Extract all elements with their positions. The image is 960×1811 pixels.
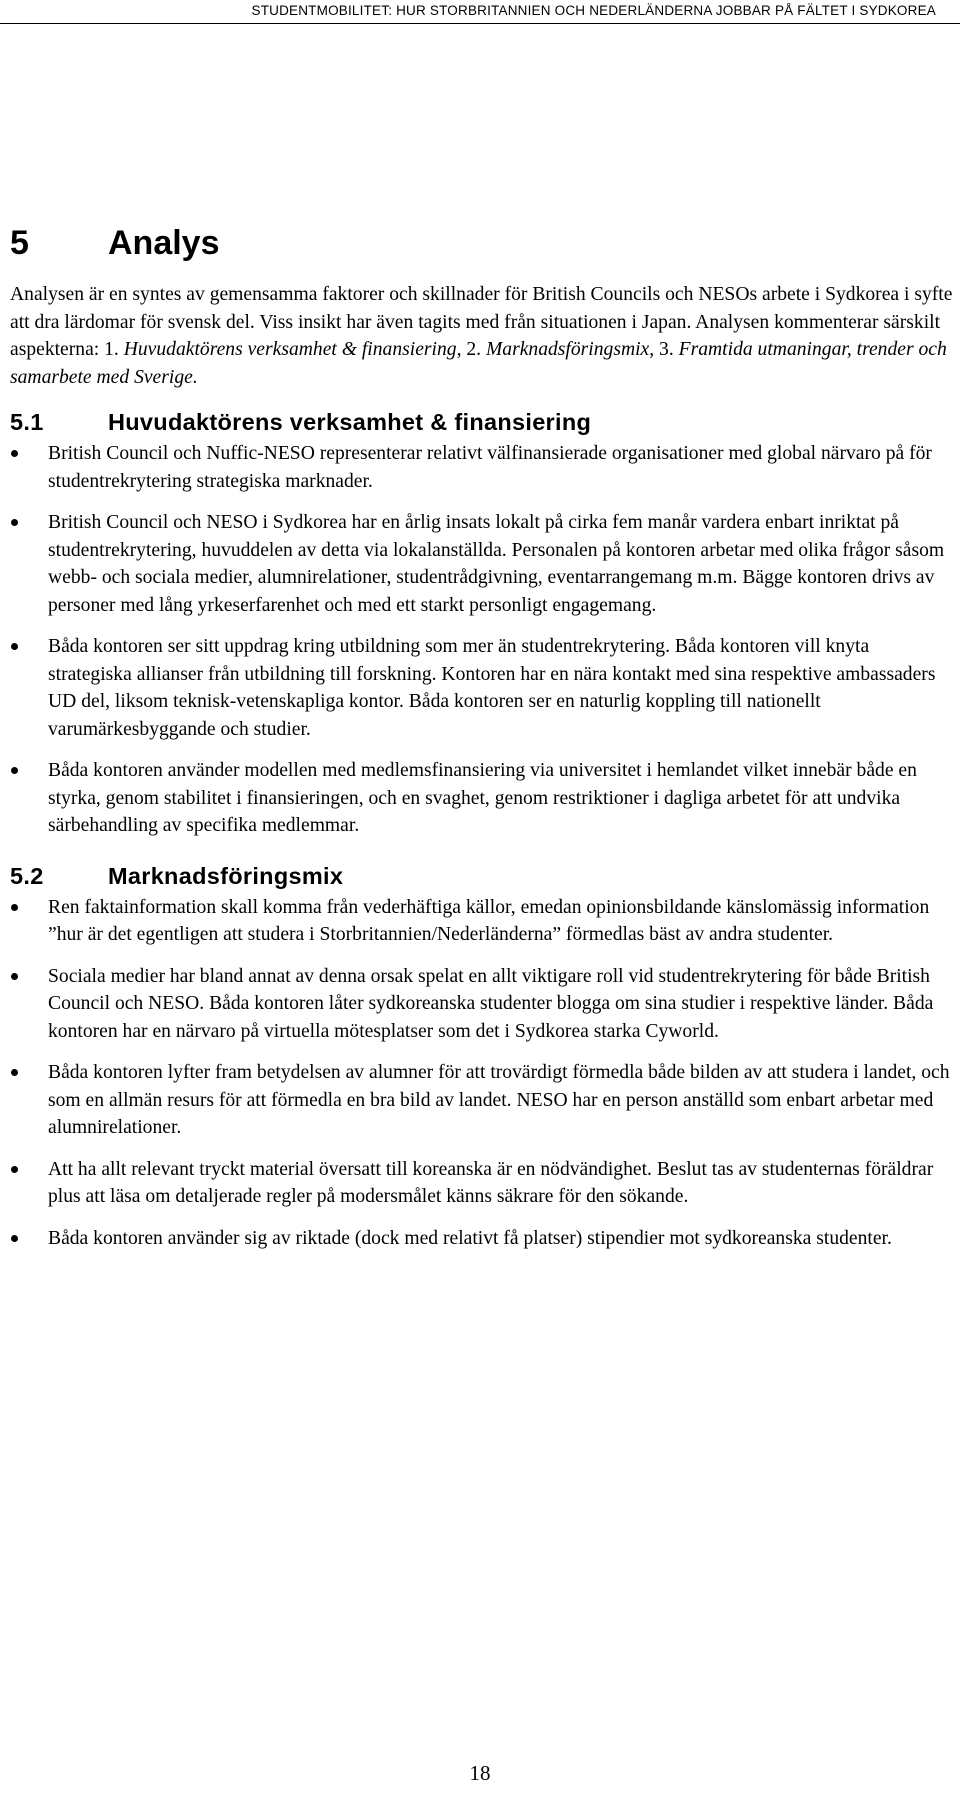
list-item <box>10 1225 956 1253</box>
bullet-icon <box>11 1069 18 1076</box>
chapter-heading <box>10 223 956 263</box>
list-item-text: Att ha allt relevant tryckt material översatt till koreanska är en nödvändighet. Beslut tas av studenternas föräldrar plus att läsa om detaljerade regler på modersmålet känns säkrare för den sökande. <box>48 1158 934 1207</box>
section-title: Huvudaktörens verksamhet & finansiering <box>108 409 592 435</box>
bullet-icon <box>11 904 18 911</box>
list-item <box>10 894 956 949</box>
bullet-icon <box>11 1166 18 1173</box>
bullet-list-5-1 <box>10 440 956 840</box>
bullet-list-5-2 <box>10 894 956 1253</box>
chapter-number: 5 <box>10 224 29 262</box>
list-item <box>10 509 956 619</box>
bullet-icon <box>11 1235 18 1242</box>
section-heading-5-1 <box>10 407 956 437</box>
intro-separator-1: , 2. <box>456 339 486 360</box>
list-item-text: Båda kontoren ser sitt uppdrag kring utbildning som mer än studentrekrytering. Båda kontoren vill knyta strategiska allianser från utbildning till forskning. Kontoren har en nära kontakt med sina respektive ambassaders UD del, liksom teknisk-vetenskapliga kontor. Båda kontoren ser en naturlig koppling till nationellt varumärkesbyggande och studier. <box>48 636 936 740</box>
section-number: 5.2 <box>10 862 44 889</box>
intro-aspect-2: Marknadsföringsmix <box>485 339 650 360</box>
chapter-title: Analys <box>108 224 220 262</box>
bullet-icon <box>11 973 18 980</box>
section-heading-5-2 <box>10 861 956 891</box>
list-item <box>10 1059 956 1142</box>
intro-aspect-3: Framtida utmaningar, trender och samarbete med Sverige. <box>10 339 947 388</box>
intro-text: Analysen är en syntes av gemensamma faktorer och skillnader för British Councils och NESOs arbete i Sydkorea i syfte att dra lärdomar för svensk del. Viss insikt har även tagits med från situationen i Japan. Analysen kommenterar särskilt aspekterna: 1. <box>10 284 953 360</box>
list-item <box>10 440 956 495</box>
list-item-text: British Council och NESO i Sydkorea har en årlig insats lokalt på cirka fem manår vardera enbart inriktat på studentrekrytering, huvuddelen av detta via lokalanställda. Personalen på kontoren arbetar med olika frågor såsom webb- och sociala medier, alumnirelationer, studentrådgivning, eventarrangemang m.m. Bägge kontoren drivs av personer med lång yrkeserfarenhet och med ett starkt personligt engagemang. <box>48 512 945 616</box>
bullet-icon <box>11 519 18 526</box>
bullet-icon <box>11 643 18 650</box>
list-item <box>10 633 956 743</box>
section-title: Marknadsföringsmix <box>108 862 344 889</box>
bullet-icon <box>11 450 18 457</box>
page-content <box>10 223 956 1252</box>
page-number: 18 <box>469 1761 491 1785</box>
running-header-title: STUDENTMOBILITET: HUR STORBRITANNIEN OCH NEDERLÄNDERNA JOBBAR PÅ FÄLTET I SYDKOREA <box>251 3 936 18</box>
intro-aspect-1: Huvudaktörens verksamhet & finansiering <box>123 339 457 360</box>
list-item <box>10 963 956 1046</box>
section-number: 5.1 <box>10 409 44 435</box>
intro-separator-2: , 3. <box>649 339 679 360</box>
list-item-text: Båda kontoren använder modellen med medlemsfinansiering via universitet i hemlandet vilket innebär både en styrka, genom stabilitet i finansieringen, och en svaghet, genom restriktioner i dagliga arbetet för att undvika särbehandling av specifika medlemmar. <box>48 760 917 836</box>
bullet-icon <box>11 767 18 774</box>
list-item-text: Båda kontoren lyfter fram betydelsen av alumner för att trovärdigt förmedla både bilden av att studera i landet, och som en allmän resurs för att förmedla en bra bild av landet. NESO har en person anställd som enbart arbetar med alumnirelationer. <box>48 1062 950 1138</box>
list-item <box>10 1156 956 1211</box>
running-header <box>0 0 960 24</box>
list-item <box>10 757 956 840</box>
list-item-text: Båda kontoren använder sig av riktade (dock med relativt få platser) stipendier mot sydkoreanska studenter. <box>48 1227 892 1249</box>
chapter-intro-paragraph <box>10 281 956 391</box>
list-item-text: Ren faktainformation skall komma från vederhäftiga källor, emedan opinionsbildande känslomässig information ”hur är det egentligen att studera i Storbritannien/Nederländerna” förmedlas bäst av andra studenter. <box>48 896 930 945</box>
list-item-text: British Council och Nuffic-NESO representerar relativt välfinansierade organisationer med global närvaro på för studentrekrytering strategiska marknader. <box>48 443 932 492</box>
list-item-text: Sociala medier har bland annat av denna orsak spelat en allt viktigare roll vid studentrekrytering för både British Council och NESO. Båda kontoren låter sydkoreanska studenter blogga om sina studier i respektive länder. Båda kontoren har en närvaro på virtuella mötesplatser som det i Sydkorea starka Cyworld. <box>48 965 934 1042</box>
